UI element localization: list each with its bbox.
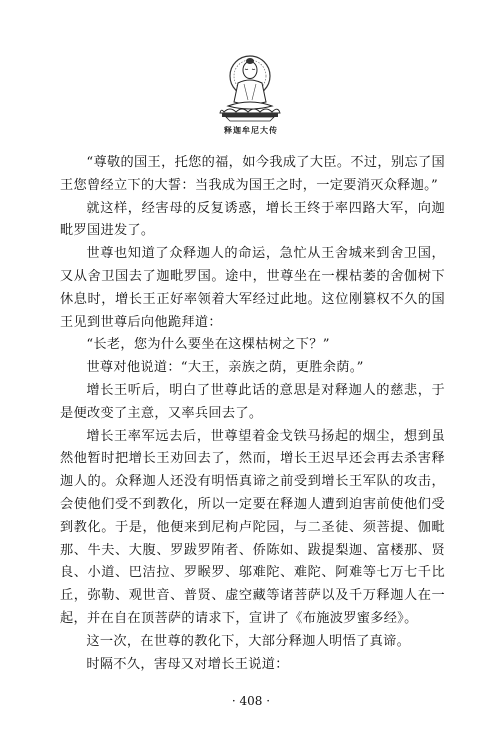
- paragraph: 就这样，经害母的反复诱惑，增长王终于率四路大军，向迦毗罗国进发了。: [60, 200, 445, 239]
- paragraph: 增长王率军远去后，世尊望着金戈铁马扬起的烟尘，想到虽然他暂时把增长王劝回去了，然而，增长王迟早还会再去杀害释迦人的。众释迦人还没有明悟真谛之前受到增长王军队的攻击，会使他们受不到教化，所以一定要在释迦人遭到迫害前使他们受到教化。于是，他便来到尼枸卢陀园，与二圣徒、须菩提、伽毗那、牛夫、大腹、罗跋罗陏者、侨陈如、跋提梨迦、富楼那、贤良、小道、巴洁拉、罗睺罗、邬难陀、难陀、阿难等七万七千比丘，弥勒、观世音、普贤、虚空藏等诸菩萨以及千万释迦人在一起，并在自在顶菩萨的请求下，宣讲了《布施波罗蜜多经》。: [60, 428, 445, 626]
- paragraph: “长老，您为什么要坐在这棵枯树之下？”: [86, 337, 330, 353]
- header-caption: 释迦牟尼大传: [224, 126, 278, 135]
- paragraph: 世尊对他说道：“大王，亲族之荫，更胜余荫。”: [86, 360, 364, 376]
- paragraph: 增长王听后，明白了世尊此话的意思是对释迦人的慈悲，于是便改变了主意，又率兵回去了。: [60, 382, 445, 421]
- paragraph: 这一次，在世尊的教化下，大部分释迦人明悟了真谛。: [86, 633, 411, 649]
- paragraph: 时隔不久，害母又对增长王说道：: [86, 656, 289, 672]
- page-number: · 408 ·: [231, 694, 271, 708]
- page-body: [60, 152, 445, 676]
- buddha-illustration: [210, 50, 290, 124]
- paragraph: “尊敬的国王，托您的福，如今我成了大臣。不过，别忘了国王您曾经立下的大誓：当我成为国王之时，一定要消灭众释迦。”: [60, 155, 445, 193]
- page-header: [0, 48, 502, 140]
- paragraph: 世尊也知道了众释迦人的命运，急忙从王舍城来到舍卫国，又从舍卫国去了迦毗罗国。途中，世尊坐在一棵枯萎的舍伽树下休息时，增长王正好率领着大军经过此地。这位刚篡权不久的国王见到世尊后向他跪拜道：: [60, 246, 445, 330]
